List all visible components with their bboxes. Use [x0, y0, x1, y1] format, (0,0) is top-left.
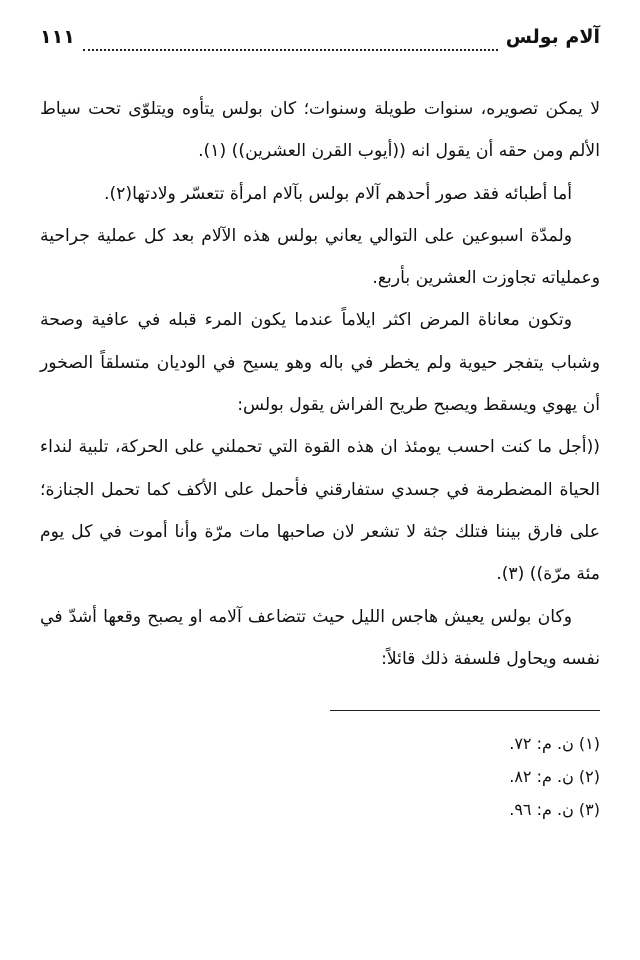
quote-paragraph: ((أجل ما كنت احسب يومئذ ان هذه القوة التي تحملني على الحركة، تلبية لنداء الحياة المضطرمة في جسدي ستفارقني فأحمل على الأكف كما تحمل الجنازة؛ على فارق بيننا فتلك جثة لا تشعر لان صاحبها مات مرّة وأنا أموت في كل يوم مئة مرّة)) (٣). — [40, 437, 600, 585]
footnote-3: (٣) ن. م: ٩٦. — [509, 800, 600, 820]
body-text — [40, 88, 600, 680]
book-page — [40, 26, 600, 940]
footnote-2: (٢) ن. م: ٨٢. — [509, 767, 600, 787]
paragraph-3: ولمدّة اسبوعين على التوالي يعاني بولس هذه الآلام بعد كل عملية جراحية وعملياته تجاوزت العشرين بأربع. — [40, 225, 600, 289]
footnote-1: (١) ن. م: ٧٢. — [509, 734, 600, 754]
page-number: ١١١ — [40, 26, 75, 48]
footnotes — [40, 727, 600, 826]
paragraph-4: وتكون معاناة المرض اكثر ايلاماً عندما يكون المرء قبله في عافية وصحة وشباب يتفجر حيوية ولم يخطر في باله وهو يسيح في الوديان متسلقاً الصخور أن يهوي ويسقط ويصبح طريح الفراش يقول بولس: — [40, 310, 600, 416]
paragraph-2: أما أطبائه فقد صور أحدهم آلام بولس بآلام امرأة تتعسّر ولادتها(٢). — [104, 183, 572, 204]
footnote-separator — [330, 710, 600, 711]
paragraph-1: لا يمكن تصويره، سنوات طويلة وسنوات؛ كان بولس يتأوه ويتلوّى تحت سياط الألم ومن حقه أن يقول انه ((أيوب القرن العشرين)) (١). — [40, 99, 600, 162]
paragraph-6: وكان بولس يعيش هاجس الليل حيث تتضاعف آلامه او يصبح وقعها أشدّ في نفسه ويحاول فلسفة ذلك قائلاً: — [40, 606, 600, 669]
running-header — [40, 26, 600, 62]
running-title: آلام بولس — [505, 26, 600, 48]
leader-dots — [83, 37, 498, 51]
